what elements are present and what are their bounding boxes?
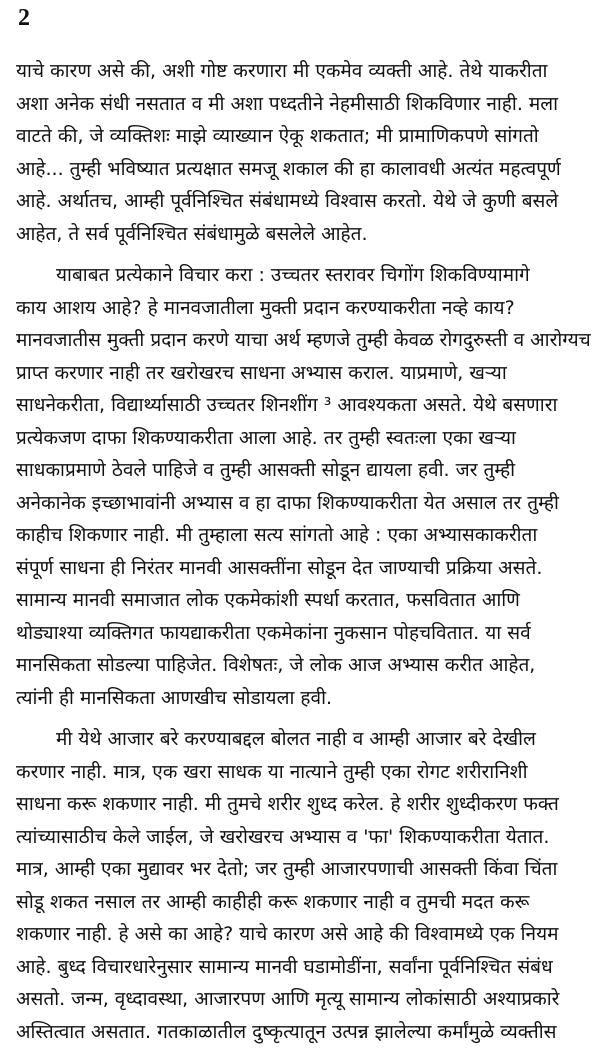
text-line: थोड्याश्या व्यक्तिगत फायद्याकरीता एकमेकांना नुकसान पोहचवितात. या सर्व (16, 617, 588, 650)
text-line: आहे... तुम्ही भविष्यात प्रत्यक्षात समजू शकाल की हा कालावधी अत्यंत महत्वपूर्ण (16, 153, 588, 186)
text-line: आहे. अर्थातच, आम्ही पूर्वनिश्चित संबंधामध्ये विश्वास करतो. येथे जे कुणी बसले (16, 185, 588, 218)
text-line: आहेत, ते सर्व पूर्वनिश्चित संबंधामुळे बसलेले आहेत. (16, 218, 588, 251)
text-line: अस्तित्वात असतात. गतकाळातील दुष्कृत्यातून उत्पन्न झालेल्या कर्मांमुळे व्यक्तीस (16, 1016, 588, 1048)
text-line: अशा अनेक संधी नसतात व मी अशा पध्दतीने नेहमीसाठी शिकविणार नाही. मला (16, 88, 588, 121)
paragraph-1 (16, 55, 588, 250)
text-line: मात्र, आम्ही एका मुद्यावर भर देतो; जर तुम्ही आजारपणाची आसक्ती किंवा चिंता (16, 853, 588, 886)
text-line: करणार नाही. मात्र, एक खरा साधक या नात्याने तुम्ही एका रोगट शरीरानिशी (16, 756, 588, 789)
paragraph-2 (16, 259, 588, 714)
text-line: शकणार नाही. हे असे का आहे? याचे कारण असे आहे की विश्वामध्ये एक नियम (16, 918, 588, 951)
text-line: काहीच शिकणार नाही. मी तुम्हाला सत्य सांगतो आहे : एका अभ्यासकाकरीता (16, 519, 588, 552)
body-text (16, 55, 588, 1048)
text-line: याचे कारण असे की, अशी गोष्ट करणारा मी एकमेव व्यक्ती आहे. तेथे याकरीता (16, 55, 588, 88)
text-line: त्यांनी ही मानसिकता आणखीच सोडायला हवी. (16, 682, 588, 715)
text-line: त्यांच्यासाठीच केले जाईल, जे खरोखरच अभ्यास व 'फा' शिकण्याकरीता येतात. (16, 821, 588, 854)
text-line: साधना करू शकणार नाही. मी तुमचे शरीर शुध्द करेल. हे शरीर शुध्दीकरण फक्त (16, 788, 588, 821)
paragraph-3 (16, 723, 588, 1048)
text-line: वाटते की, जे व्यक्तिशः माझे व्याख्यान ऐकू शकतात; मी प्रामाणिकपणे सांगतो (16, 120, 588, 153)
page-number: 2 (18, 4, 30, 32)
text-line: सामान्य मानवी समाजात लोक एकमेकांशी स्पर्धा करतात, फसवितात आणि (16, 584, 588, 617)
text-line: आहे. बुध्द विचारधारेनुसार सामान्य मानवी घडामोडींना, सर्वांना पूर्वनिश्चित संबंध (16, 951, 588, 984)
text-line: प्राप्त करणार नाही तर खरोखरच साधना अभ्यास कराल. याप्रमाणे, खऱ्या (16, 357, 588, 390)
text-line: साधकाप्रमाणे ठेवले पाहिजे व तुम्ही आसक्ती सोडून द्यायला हवी. जर तुम्ही (16, 454, 588, 487)
text-line: मानसिकता सोडल्या पाहिजेत. विशेषतः, जे लोक आज अभ्यास करीत आहेत, (16, 649, 588, 682)
text-line: याबाबत प्रत्येकाने विचार करा : उच्चतर स्तरावर चिगोंग शिकविण्यामागे (16, 259, 588, 292)
text-line: सोडू शकत नसाल तर आम्ही काहीही करू शकणार नाही व तुमची मदत करू (16, 886, 588, 919)
text-line: मानवजातीस मुक्ती प्रदान करणे याचा अर्थ म्हणजे तुम्ही केवळ रोगदुरुस्ती व आरोग्यच (16, 324, 588, 357)
text-line: साधनेकरीता, विद्यार्थ्यासाठी उच्चतर शिनशींग ³ आवश्यकता असते. येथे बसणारा (16, 389, 588, 422)
text-line: काय आशय आहे? हे मानवजातीला मुक्ती प्रदान करण्याकरीता नव्हे काय? (16, 292, 588, 325)
text-line: अनेकानेक इच्छाभावांनी अभ्यास व हा दाफा शिकण्याकरीता येत असाल तर तुम्ही (16, 487, 588, 520)
text-line: संपूर्ण साधना ही निरंतर मानवी आसक्तींना सोडून देत जाण्याची प्रक्रिया असते. (16, 552, 588, 585)
text-line: असतो. जन्म, वृध्दावस्था, आजारपण आणि मृत्यू सामान्य लोकांसाठी अश्याप्रकारे (16, 983, 588, 1016)
text-line: मी येथे आजार बरे करण्याबद्दल बोलत नाही व आम्ही आजार बरे देखील (16, 723, 588, 756)
text-line: प्रत्येकजण दाफा शिकण्याकरीता आला आहे. तर तुम्ही स्वतःला एका खऱ्या (16, 422, 588, 455)
